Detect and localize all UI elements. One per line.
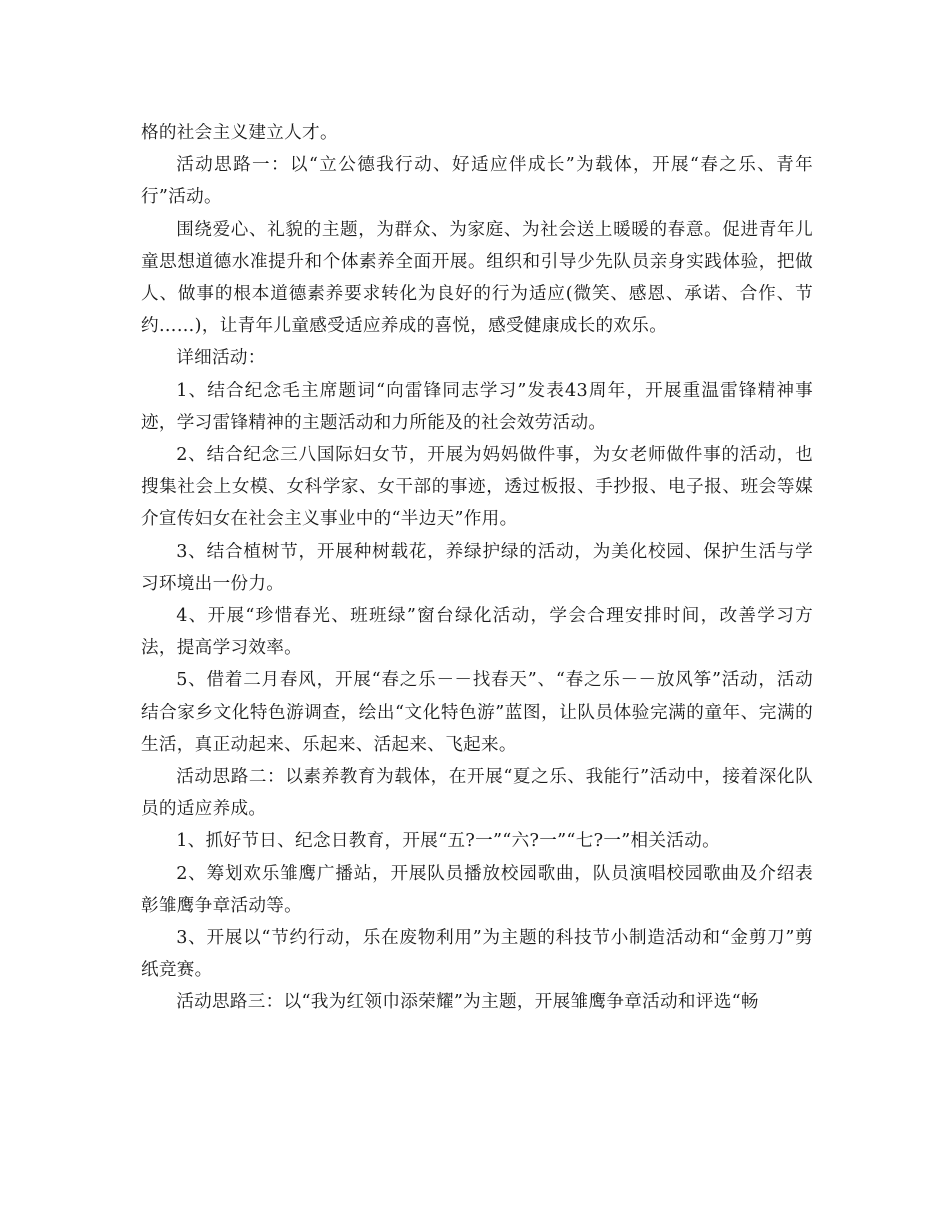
- document-body: [141, 117, 813, 1019]
- paragraph-summer-item-2: 2、筹划欢乐雏鹰广播站，开展队员播放校园歌曲，队员演唱校园歌曲及介绍表彰雏鹰争章活动等。: [141, 863, 813, 916]
- paragraph-summer-item-3: 3、开展以“节约行动，乐在废物利用”为主题的科技节小制造活动和“金剪刀”剪纸竞赛。: [141, 928, 813, 981]
- paragraph-item-4: 4、开展“珍惜春光、班班绿”窗台绿化活动，学会合理安排时间，改善学习方法，提高学习效率。: [141, 606, 813, 659]
- paragraph-summer-item-1: 1、抓好节日、纪念日教育，开展“五?一”“六?一”“七?一”相关活动。: [176, 831, 720, 852]
- paragraph-continuation: 格的社会主义建立人才。: [141, 123, 338, 143]
- paragraph-item-5: 5、借着二月春风，开展“春之乐－－找春天”、“春之乐－－放风筝”活动，活动结合家乡文化特色游调查，绘出“文化特色游”蓝图，让队员体验完满的童年、完满的生活，真正动起来、乐起来、活起来、飞起来。: [141, 670, 813, 755]
- paragraph-item-1: 1、结合纪念毛主席题词“向雷锋同志学习”发表43周年，开展重温雷锋精神事迹，学习雷锋精神的主题活动和力所能及的社会效劳活动。: [141, 380, 813, 433]
- paragraph-activity-idea-one: 活动思路一：以“立公德我行动、好适应伴成长”为载体，开展“春之乐、青年行”活动。: [141, 155, 813, 208]
- paragraph-activity-idea-three: 活动思路三：以“我为红领巾添荣耀”为主题，开展雏鹰争章活动和评选“畅: [176, 992, 759, 1013]
- paragraph-theme-description: 围绕爱心、礼貌的主题，为群众、为家庭、为社会送上暖暖的春意。促进青年儿童思想道德水准提升和个体素养全面开展。组织和引导少先队员亲身实践体验，把做人、做事的根本道德素养要求转化为良好的行为适应(微笑、感恩、承诺、合作、节约……)，让青年儿童感受适应养成的喜悦，感受健康成长的欢乐。: [141, 219, 813, 337]
- paragraph-item-3: 3、结合植树节，开展种树载花，养绿护绿的活动，为美化校园、保护生活与学习环境出一份力。: [141, 541, 813, 594]
- paragraph-item-2: 2、结合纪念三八国际妇女节，开展为妈妈做件事，为女老师做件事的活动，也搜集社会上女模、女科学家、女干部的事迹，透过板报、手抄报、电子报、班会等媒介宣传妇女在社会主义事业中的“半边天”作用。: [141, 445, 813, 530]
- paragraph-detailed-activities-heading: 详细活动：: [176, 348, 266, 369]
- paragraph-activity-idea-two: 活动思路二：以素养教育为载体，在开展“夏之乐、我能行”活动中，接着深化队员的适应养成。: [141, 767, 813, 820]
